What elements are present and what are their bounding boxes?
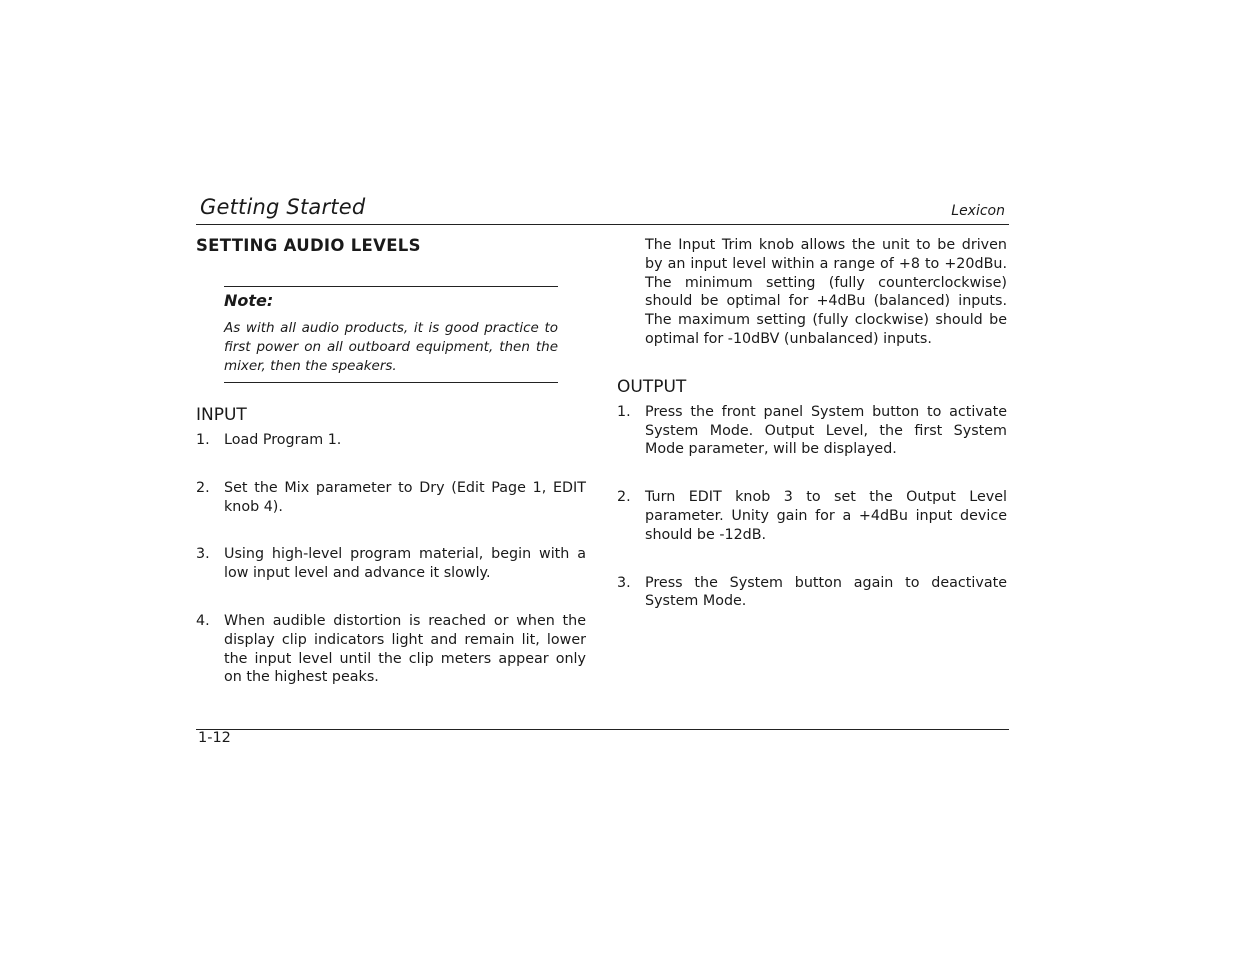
step-number: 1. bbox=[617, 403, 631, 420]
step-text: When audible distortion is reached or when the display clip indicators light and remain lit, lower the input level until the clip meters appear only on the highest peaks. bbox=[224, 612, 586, 686]
step-number: 2. bbox=[617, 489, 631, 506]
output-heading: OUTPUT bbox=[617, 376, 687, 397]
step-number: 2. bbox=[196, 479, 210, 496]
page-header-title: Getting Started bbox=[200, 195, 366, 219]
input-steps bbox=[196, 431, 586, 687]
output-step bbox=[617, 403, 1007, 459]
output-step bbox=[617, 488, 1007, 544]
input-step bbox=[196, 479, 586, 517]
right-column bbox=[617, 236, 1007, 611]
input-heading: INPUT bbox=[196, 405, 247, 425]
header-brand: Lexicon bbox=[951, 203, 1005, 219]
step-text: Press the System button again to deactivate System Mode. bbox=[645, 574, 1007, 610]
step-text: Turn EDIT knob 3 to set the Output Level parameter. Unity gain for a +4dBu input device should be -12dB. bbox=[645, 489, 1007, 543]
output-step bbox=[617, 574, 1007, 612]
left-column bbox=[196, 236, 586, 687]
input-step bbox=[196, 545, 586, 583]
step-text: Press the front panel System button to activate System Mode. Output Level, the first System Mode parameter, will be displayed. bbox=[645, 403, 1007, 458]
note-box bbox=[224, 286, 558, 383]
step-number: 4. bbox=[196, 612, 210, 629]
note-text: As with all audio products, it is good practice to first power on all outboard equipment, then the mixer, then the speakers. bbox=[224, 320, 558, 374]
input-trim-paragraph: The Input Trim knob allows the unit to be driven by an input level within a range of +8 to +20dBu. The minimum setting (fully counterclockwise) should be optimal for +4dBu (balanced) inputs. The maximum setting (fully clockwise) should be optimal for -10dBV (unbalanced) inputs. bbox=[645, 237, 1007, 347]
header-rule bbox=[196, 224, 1009, 225]
step-number: 1. bbox=[196, 432, 210, 448]
step-number: 3. bbox=[196, 546, 210, 563]
footer-rule bbox=[196, 729, 1009, 730]
output-steps bbox=[617, 403, 1007, 611]
step-number: 3. bbox=[617, 574, 631, 591]
note-label: Note: bbox=[224, 291, 274, 310]
page-number: 1-12 bbox=[198, 730, 231, 746]
input-step bbox=[196, 431, 586, 450]
step-text: Set the Mix parameter to Dry (Edit Page 1, EDIT knob 4). bbox=[224, 479, 586, 515]
section-title: SETTING AUDIO LEVELS bbox=[196, 236, 421, 255]
input-step bbox=[196, 612, 586, 687]
step-text: Using high-level program material, begin with a low input level and advance it slowly. bbox=[224, 546, 586, 582]
step-text: Load Program 1. bbox=[224, 432, 342, 448]
